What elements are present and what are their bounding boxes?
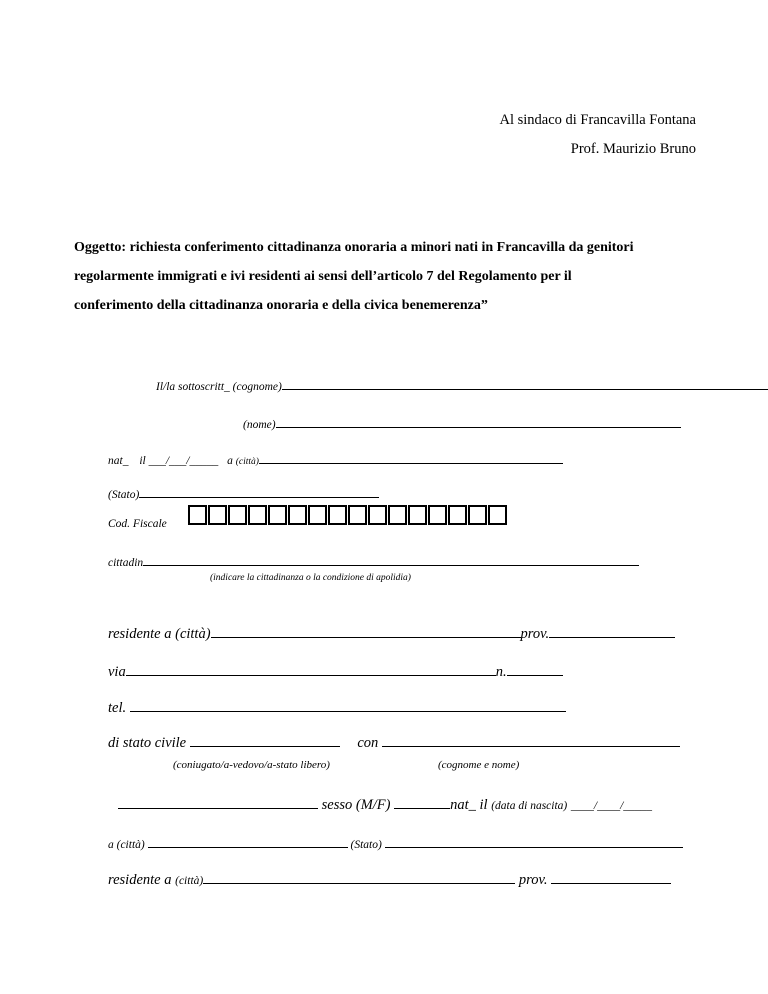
phone-label: tel. xyxy=(108,700,127,716)
spouse-field[interactable] xyxy=(382,735,680,747)
citizenship-label: cittadin xyxy=(108,557,144,569)
fiscal-code-box[interactable] xyxy=(268,505,287,525)
spouse-label: con xyxy=(357,735,379,751)
birth-date-note: (data di nascita) xyxy=(491,800,568,812)
child-residence-row xyxy=(108,872,671,889)
child-name-field[interactable] xyxy=(118,797,318,809)
state-field[interactable] xyxy=(139,486,379,498)
subject-block xyxy=(74,233,714,320)
fiscal-code-box[interactable] xyxy=(188,505,207,525)
subject-line-2: regolarmente immigrati e ivi residenti ai sensi dell’articolo 7 del Regolamento per il xyxy=(74,269,572,284)
name-label: (nome) xyxy=(243,419,276,431)
fiscal-code-box[interactable] xyxy=(208,505,227,525)
marital-status-field[interactable] xyxy=(190,735,340,747)
fiscal-code-box[interactable] xyxy=(328,505,347,525)
fiscal-code-box[interactable] xyxy=(228,505,247,525)
marital-status-note: (coniugato/a-vedovo/a-stato libero) xyxy=(173,759,330,771)
phone-field[interactable] xyxy=(130,700,566,712)
child-state-field[interactable] xyxy=(385,836,683,848)
child-birthplace-row xyxy=(108,836,683,851)
street-number-label: n. xyxy=(495,664,507,680)
birth-city-field[interactable] xyxy=(259,452,563,464)
child-city-label: a (città) xyxy=(108,839,145,851)
state-row xyxy=(108,486,379,501)
street-row xyxy=(108,664,563,681)
citizenship-row xyxy=(108,554,639,569)
child-residence-city-field[interactable] xyxy=(203,872,515,884)
birth-city-label: a xyxy=(227,455,233,467)
surname-row xyxy=(156,378,768,393)
state-label: (Stato) xyxy=(108,489,140,501)
fiscal-code-box[interactable] xyxy=(428,505,447,525)
name-row xyxy=(243,416,681,431)
birth-city-small-label: (città) xyxy=(235,457,259,467)
recipient-line-1: Al sindaco di Francavilla Fontana xyxy=(499,112,696,128)
residence-row xyxy=(108,626,675,643)
subject-line-3: conferimento della cittadinanza onoraria e della civica benemerenza” xyxy=(74,298,488,313)
citizenship-note: (indicare la cittadinanza o la condizione di apolidia) xyxy=(210,573,411,583)
child-residence-prov-label: prov. xyxy=(518,872,548,888)
fiscal-code-box[interactable] xyxy=(488,505,507,525)
child-state-label: (Stato) xyxy=(350,839,382,851)
child-born-label: nat_ il xyxy=(450,797,488,813)
name-field[interactable] xyxy=(276,416,681,428)
residence-label: residente a (città) xyxy=(108,626,211,642)
fiscal-code-label: Cod. Fiscale xyxy=(108,518,167,530)
fiscal-code-box[interactable] xyxy=(288,505,307,525)
child-city-field[interactable] xyxy=(148,836,348,848)
fiscal-code-box[interactable] xyxy=(348,505,367,525)
child-residence-label: residente a xyxy=(108,872,172,888)
fiscal-code-box[interactable] xyxy=(248,505,267,525)
street-label: via xyxy=(108,664,126,680)
subject-line-1: Oggetto: richiesta conferimento cittadinanza onoraria a minori nati in Francavilla da genitori xyxy=(74,240,634,255)
residence-city-field[interactable] xyxy=(211,626,521,638)
child-birth-date-field[interactable]: ____/____/_____ xyxy=(570,800,653,812)
recipient-line-2: Prof. Maurizio Bruno xyxy=(570,141,696,157)
residence-prov-field[interactable] xyxy=(549,626,675,638)
child-residence-city-label: (città) xyxy=(175,875,204,887)
born-label: nat_ xyxy=(108,455,129,467)
child-residence-prov-field[interactable] xyxy=(551,872,671,884)
fiscal-code-box[interactable] xyxy=(448,505,467,525)
street-number-field[interactable] xyxy=(507,664,563,676)
fiscal-code-box[interactable] xyxy=(468,505,487,525)
fiscal-code-boxes xyxy=(188,505,508,525)
surname-field[interactable] xyxy=(282,378,768,390)
child-row xyxy=(118,797,652,814)
street-field[interactable] xyxy=(126,664,496,676)
residence-prov-label: prov. xyxy=(520,626,550,642)
surname-label: Il/la sottoscritt_ (cognome) xyxy=(156,381,282,393)
sex-label: sesso (M/F) xyxy=(321,797,391,813)
fiscal-code-box[interactable] xyxy=(388,505,407,525)
fiscal-code-box[interactable] xyxy=(308,505,327,525)
fiscal-code-box[interactable] xyxy=(368,505,387,525)
spouse-note: (cognome e nome) xyxy=(438,759,520,771)
birth-date-field[interactable]: il ___/___/_____ xyxy=(139,455,219,467)
birth-row xyxy=(108,452,563,467)
fiscal-code-box[interactable] xyxy=(408,505,427,525)
phone-row xyxy=(108,700,566,717)
marital-status-label: di stato civile xyxy=(108,735,187,751)
sex-field[interactable] xyxy=(394,797,450,809)
citizenship-field[interactable] xyxy=(143,554,639,566)
marital-row xyxy=(108,735,680,752)
